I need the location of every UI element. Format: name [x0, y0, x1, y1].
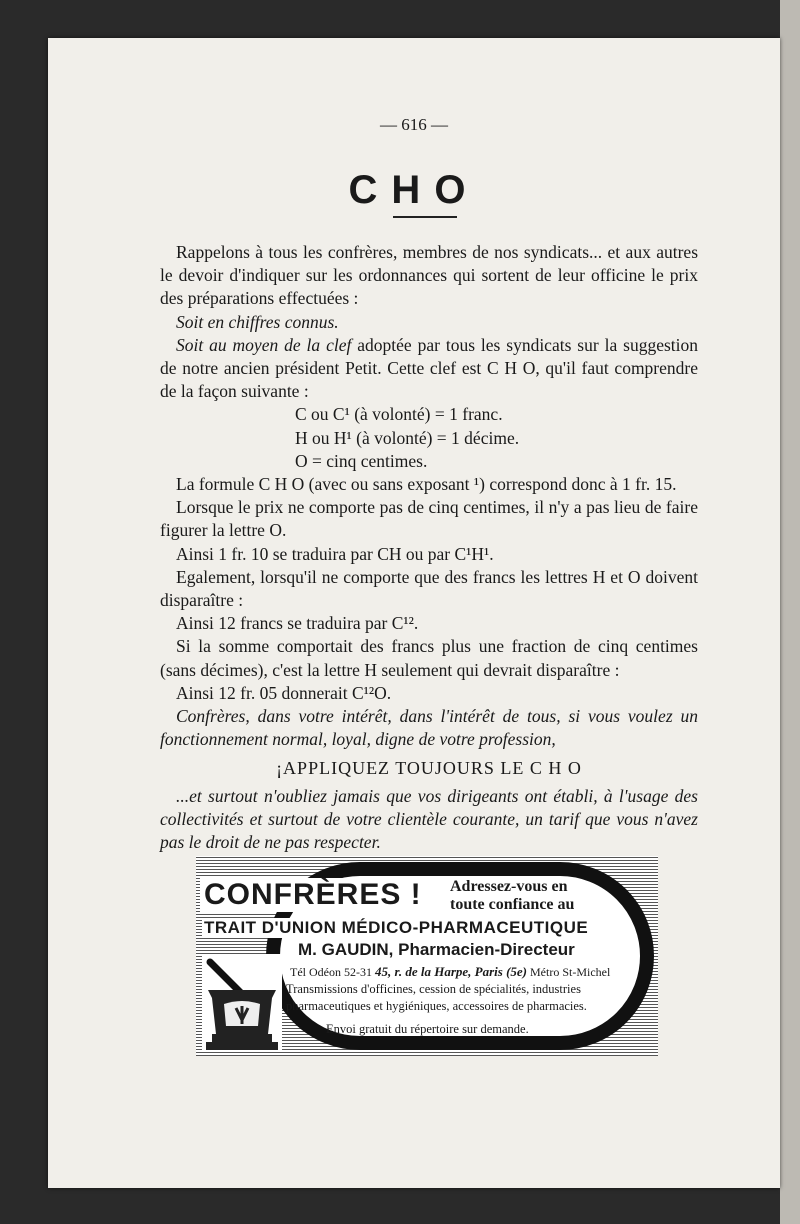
ad-headline: CONFRÈRES ! — [200, 878, 426, 912]
ad-services-1: Transmissions d'officines, cession de spécialités, industries — [286, 982, 581, 996]
ad-metro: Métro St-Michel — [530, 965, 611, 979]
paragraph-intro: Rappelons à tous les confrères, membres de nos syndicats... et aux autres le devoir d'indiquer sur les ordonnances qui sortent de leur officine le prix des préparations effectuées : — [160, 242, 698, 309]
ad-organization: TRAIT D'UNION MÉDICO-PHARMACEUTIQUE — [204, 918, 589, 937]
paragraph-confreres: Confrères, dans votre intérêt, dans l'intérêt de tous, si vous voulez un fonctionnement normal, loyal, digne de votre profession, — [160, 706, 698, 750]
article-body — [160, 241, 698, 854]
ad-tagline-1: Adressez-vous en — [450, 878, 568, 895]
ad-director: M. GAUDIN, Pharmacien-Directeur — [298, 940, 575, 959]
formula-h: H ou H¹ (à volonté) = 1 décime. — [295, 427, 520, 448]
advertisement — [196, 856, 658, 1056]
paragraph-egalement: Egalement, lorsqu'il ne comporte que des francs les lettres H et O doivent disparaître : — [160, 566, 698, 611]
paragraph-lorsque: Lorsque le prix ne comporte pas de cinq centimes, il n'y a pas lieu de faire figurer la lettre O. — [160, 497, 698, 541]
paragraph-ainsi-1: Ainsi 1 fr. 10 se traduira par CH ou par C¹H¹. — [176, 543, 494, 564]
paragraph-ainsi-12: Ainsi 12 francs se traduira par C¹². — [176, 613, 419, 634]
title-underline — [393, 216, 457, 218]
paragraph-chiffres: Soit en chiffres connus. — [176, 311, 339, 332]
clef-emphasis: Soit au moyen de la clef — [176, 334, 352, 355]
page-title: CHO — [348, 168, 480, 212]
slogan: ¡APPLIQUEZ TOUJOURS LE C H O — [276, 758, 582, 779]
paragraph-somme: Si la somme comportait des francs plus une fraction de cinq centimes (sans décimes), c'est la lettre H seulement qui devrait disparaître : — [160, 636, 698, 680]
ad-contact — [290, 964, 610, 980]
ad-phone: Tél Odéon 52-31 — [290, 965, 372, 979]
ad-street: 45, r. de la Harpe, Paris (5e) — [374, 964, 527, 979]
paragraph-conclusion: ...et surtout n'oubliez jamais que vos dirigeants ont établi, à l'usage des collectivités et surtout de votre clientèle courante, un tarif que vous n'avez pas le droit de ne pas respecter. — [160, 785, 698, 853]
formula-c: C ou C¹ (à volonté) = 1 franc. — [295, 404, 503, 425]
paragraph-ainsi-1205: Ainsi 12 fr. 05 donnerait C¹²O. — [176, 682, 392, 703]
ad-tagline-2: toute confiance au — [450, 896, 575, 913]
formula-o: O = cinq centimes. — [295, 450, 428, 471]
ad-services-2: pharmaceutiques et hygiéniques, accessoires de pharmacies. — [286, 999, 587, 1013]
paragraph-clef — [160, 334, 698, 404]
paragraph-formule: La formule C H O (avec ou sans exposant ¹) correspond donc à 1 fr. 15. — [176, 474, 677, 495]
ad-catalog-offer: Envoi gratuit du répertoire sur demande. — [326, 1022, 529, 1036]
clef-rest: adoptée par tous les syndicats sur la suggestion de notre ancien président Petit. Cette clef est C H O, qu'il faut comprendre de la façon suivante : — [160, 334, 698, 402]
adjacent-page-edge — [780, 0, 800, 1224]
document-page — [48, 38, 780, 1188]
page-number: — 616 — — [380, 115, 448, 134]
